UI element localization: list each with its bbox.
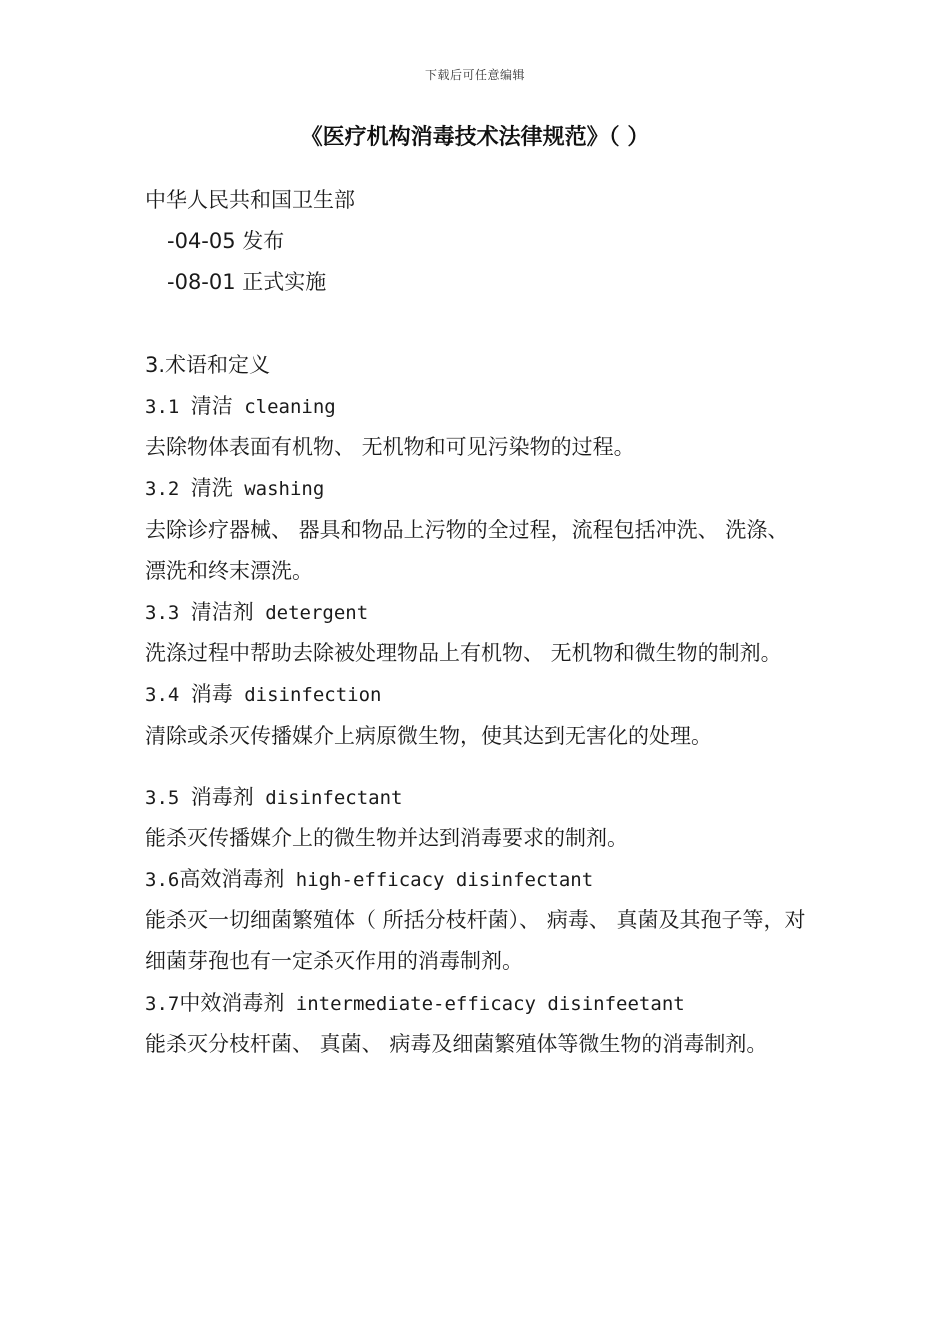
term-heading: [145, 592, 815, 633]
term-definition: 洗涤过程中帮助去除被处理物品上有机物、 无机物和微生物的制剂。: [145, 641, 782, 666]
term-chinese: 中效消毒剂: [179, 990, 285, 1015]
term-definition: 能杀灭一切细菌繁殖体（ 所括分枝杆菌）、 病毒、 真菌及其孢子等，对细菌芽孢也有一定杀灭作用的消毒制剂。: [145, 908, 806, 974]
term-english: detergent: [253, 601, 369, 624]
term-definition: 能杀灭传播媒介上的微生物并达到消毒要求的制剂。: [145, 825, 628, 850]
term-english: high-efficacy disinfectant: [284, 869, 594, 892]
term-number: 3.4: [145, 684, 191, 707]
term-chinese: 消毒剂: [190, 784, 254, 809]
term-english: disinfection: [232, 684, 382, 707]
blank-line: [145, 304, 815, 345]
term-heading: [145, 777, 815, 818]
term-english: washing: [232, 478, 325, 501]
paragraph-spacer: [145, 757, 815, 777]
term-chinese: 消毒: [190, 682, 233, 707]
term-chinese: 清洁剂: [190, 599, 254, 624]
section-heading: 3.术语和定义: [145, 352, 271, 377]
term-english: cleaning: [232, 395, 336, 418]
term-number: 3.5: [145, 786, 191, 809]
term-english: disinfectant: [253, 786, 403, 809]
term-heading: [145, 983, 815, 1024]
term-chinese: 清洁: [190, 393, 233, 418]
term-number: 3.6: [145, 869, 180, 892]
term-heading: [145, 674, 815, 715]
term-definition: 去除物体表面有机物、 无机物和可见污染物的过程。: [145, 435, 635, 460]
term-heading: [145, 859, 815, 900]
effective-date-line: -08-01 正式实施: [167, 270, 327, 295]
term-number: 3.2: [145, 478, 191, 501]
document-body: [145, 180, 815, 1065]
term-english: intermediate-efficacy disinfeetant: [284, 992, 685, 1015]
term-chinese: 高效消毒剂: [179, 867, 285, 892]
term-definition: 去除诊疗器械、 器具和物品上污物的全过程，流程包括冲洗、 洗涤、 漂洗和终末漂洗。: [145, 517, 789, 583]
term-chinese: 清洗: [190, 476, 233, 501]
term-definition: 清除或杀灭传播媒介上病原微生物，使其达到无害化的处理。: [145, 723, 712, 748]
header-note: 下载后可任意编辑: [424, 68, 525, 82]
document-title: 《医疗机构消毒技术法律规范》（ ）: [300, 125, 650, 150]
term-heading: [145, 468, 815, 509]
term-definition: 能杀灭分枝杆菌、 真菌、 病毒及细菌繁殖体等微生物的消毒制剂。: [145, 1031, 768, 1056]
term-heading: [145, 386, 815, 427]
term-number: 3.7: [145, 992, 180, 1015]
term-number: 3.1: [145, 395, 191, 418]
published-date-line: -04-05 发布: [167, 229, 285, 254]
issuer-line: 中华人民共和国卫生部: [145, 188, 355, 212]
term-number: 3.3: [145, 601, 191, 624]
